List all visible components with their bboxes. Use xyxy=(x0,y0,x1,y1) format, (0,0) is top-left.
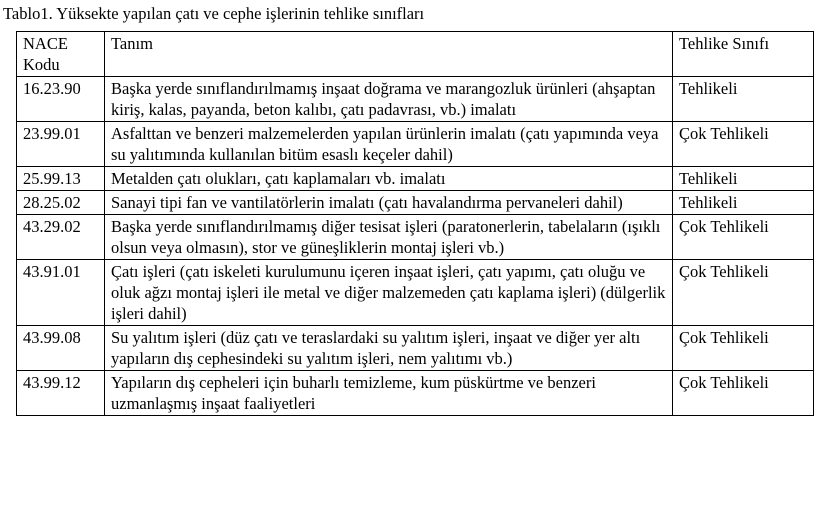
table-row xyxy=(17,167,814,191)
nace-code-cell: 23.99.01 xyxy=(17,122,105,167)
table-row xyxy=(17,215,814,260)
description-cell: Sanayi tipi fan ve vantilatörlerin imalatı (çatı havalandırma pervaneleri dahil) xyxy=(105,191,673,215)
nace-code-cell: 25.99.13 xyxy=(17,167,105,191)
description-cell: Yapıların dış cepheleri için buharlı temizleme, kum püskürtme ve benzeri uzmanlaşmış inşaat faaliyetleri xyxy=(105,371,673,416)
hazard-class-cell: Tehlikeli xyxy=(673,167,814,191)
description-cell: Metalden çatı olukları, çatı kaplamaları vb. imalatı xyxy=(105,167,673,191)
header-hazard-class: Tehlike Sınıfı xyxy=(673,32,814,77)
table-row xyxy=(17,326,814,371)
hazard-class-cell: Çok Tehlikeli xyxy=(673,122,814,167)
hazard-class-cell: Çok Tehlikeli xyxy=(673,215,814,260)
table-header-row xyxy=(17,32,814,77)
description-cell: Çatı işleri (çatı iskeleti kurulumunu içeren inşaat işleri, çatı yapımı, çatı oluğu ve oluk ağzı montaj işleri ile metal ve diğer malzemeden çatı kaplama işleri) (dülgerlik işleri dahil) xyxy=(105,260,673,326)
header-nace-code: NACE Kodu xyxy=(17,32,105,77)
table-row xyxy=(17,371,814,416)
hazard-class-table xyxy=(16,31,814,416)
nace-code-cell: 43.29.02 xyxy=(17,215,105,260)
header-description: Tanım xyxy=(105,32,673,77)
table-row xyxy=(17,260,814,326)
hazard-class-cell: Çok Tehlikeli xyxy=(673,371,814,416)
table-row xyxy=(17,122,814,167)
hazard-class-cell: Çok Tehlikeli xyxy=(673,260,814,326)
description-cell: Başka yerde sınıflandırılmamış inşaat doğrama ve marangozluk ürünleri (ahşaptan kiriş, kalas, payanda, beton kalıbı, çatı padavrası, vb.) imalatı xyxy=(105,77,673,122)
nace-code-cell: 43.91.01 xyxy=(17,260,105,326)
hazard-class-cell: Tehlikeli xyxy=(673,77,814,122)
nace-code-cell: 16.23.90 xyxy=(17,77,105,122)
nace-code-cell: 28.25.02 xyxy=(17,191,105,215)
nace-code-cell: 43.99.08 xyxy=(17,326,105,371)
description-cell: Başka yerde sınıflandırılmamış diğer tesisat işleri (paratonerlerin, tabelaların (ışıklı olsun veya olmasın), stor ve güneşliklerin montaj işleri vb.) xyxy=(105,215,673,260)
description-cell: Su yalıtım işleri (düz çatı ve teraslardaki su yalıtım işleri, inşaat ve diğer yer altı yapıların dış cephesindeki su yalıtım işleri, nem yalıtımı vb.) xyxy=(105,326,673,371)
hazard-class-cell: Çok Tehlikeli xyxy=(673,326,814,371)
hazard-class-cell: Tehlikeli xyxy=(673,191,814,215)
description-cell: Asfalttan ve benzeri malzemelerden yapılan ürünlerin imalatı (çatı yapımında veya su yalıtımında kullanılan bitüm esaslı keçeler dahil) xyxy=(105,122,673,167)
table-row xyxy=(17,191,814,215)
nace-code-cell: 43.99.12 xyxy=(17,371,105,416)
table-caption: Tablo1. Yüksekte yapılan çatı ve cephe işlerinin tehlike sınıfları xyxy=(3,4,425,23)
table-row xyxy=(17,77,814,122)
